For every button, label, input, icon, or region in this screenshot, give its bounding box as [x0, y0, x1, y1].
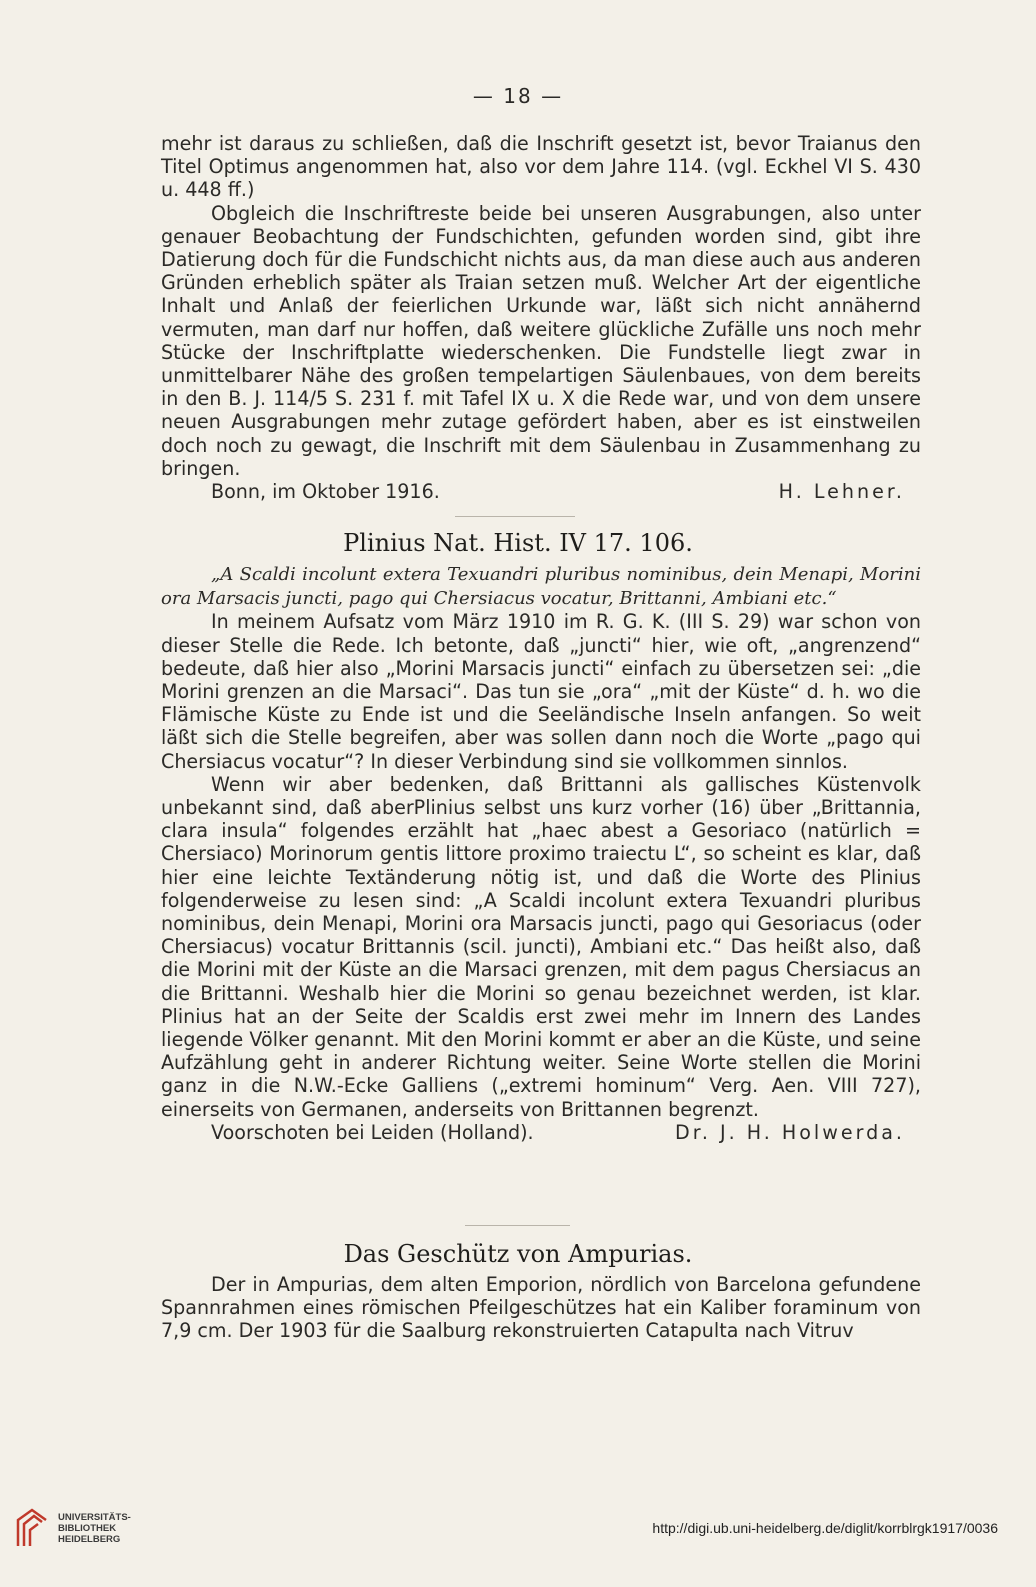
- library-line: BIBLIOTHEK: [58, 1523, 117, 1534]
- section-divider: [455, 516, 575, 517]
- section-title-plinius: Plinius Nat. Hist. IV 17. 106.: [343, 529, 693, 557]
- paragraph: mehr ist daraus zu schließen, daß die Inschrift gesetzt ist, bevor Traianus den Titel Optimus angenommen hat, also vor dem Jahre 114. (vgl. Eckhel VI S. 430 u. 448 ff.): [161, 132, 921, 202]
- section-title-ampurias: Das Geschütz von Ampurias.: [343, 1240, 693, 1268]
- author-name: Dr. J. H. Holwerda.: [675, 1120, 905, 1144]
- quote-text: „A Scaldi incolunt extera Texuandri pluribus nominibus, dein Menapi, Morini ora Marsacis juncti, pago qui Chersiacus vocatur, Brittanni, Ambiani etc.“: [161, 564, 921, 610]
- article-plinius: [161, 562, 921, 1144]
- library-logo-icon: [14, 1506, 50, 1548]
- place: Voorschoten bei Leiden (Holland).: [211, 1120, 534, 1144]
- author-name: H. Lehner.: [778, 480, 905, 504]
- article-ampurias: [161, 1273, 921, 1343]
- latin-quote: [161, 562, 921, 610]
- page-number: — 18 —: [472, 84, 564, 108]
- paragraph: Der in Ampurias, dem alten Emporion, nördlich von Barcelona gefundene Spannrahmen eines römischen Pfeilgeschützes hat ein Kaliber foraminum von 7,9 cm. Der 1903 für die Saalburg rekonstruierten Catapulta nach Vitruv: [161, 1273, 921, 1343]
- source-url-link[interactable]: http://digi.ub.uni-heidelberg.de/diglit/korrblrgk1917/0036: [652, 1520, 998, 1536]
- section-divider: [465, 1225, 570, 1226]
- footer: [0, 1504, 1036, 1554]
- place-date: Bonn, im Oktober 1916.: [211, 480, 440, 504]
- article-lehner-conclusion: [161, 132, 921, 503]
- library-line: UNIVERSITÄTS-: [58, 1512, 131, 1523]
- library-name: [58, 1512, 131, 1545]
- paragraph: In meinem Aufsatz vom März 1910 im R. G. K. (III S. 29) war schon von dieser Stelle die Rede. Ich betonte, daß „juncti“ hier, wie oft, „angrenzend“ bedeute, daß hier also „Morini Marsacis juncti“ einfach zu übersetzen sei: „die Morini grenzen an die Marsaci“. Das tun sie „ora“ „mit der Küste“ d. h. wo die Flämische Küste zu Ende ist und die Seeländische Inseln anfangen. So weit läßt sich die Stelle begreifen, aber was sollen dann noch die Worte „pago qui Chersiacus vocatur“? In dieser Verbindung sind sie vollkommen sinnlos.: [161, 610, 921, 773]
- library-line: HEIDELBERG: [58, 1534, 121, 1545]
- signature-line: [161, 480, 921, 503]
- paragraph: Obgleich die Inschriftreste beide bei unseren Ausgrabungen, also unter genauer Beobachtung der Fundschichten, gefunden worden sind, gibt ihre Datierung doch für die Fundschicht nichts aus, da man diese auch aus anderen Gründen erheblich später als Traian setzen muß. Welcher Art der eigentliche Inhalt und Anlaß der feierlichen Urkunde war, läßt sich nicht annähernd vermuten, man darf nur hoffen, daß weitere glückliche Zufälle uns noch mehr Stücke der Inschriftplatte wiederschenken. Die Fundstelle liegt zwar in unmittelbarer Nähe des großen tempelartigen Säulenbaues, von dem bereits in den B. J. 114/5 S. 231 f. mit Tafel IX u. X die Rede war, und von dem unsere neuen Ausgrabungen mehr zutage gefördert haben, aber es ist einstweilen doch noch zu gewagt, die Inschrift mit dem Säulenbau in Zusammenhang zu bringen.: [161, 201, 921, 480]
- paragraph: Wenn wir aber bedenken, daß Brittanni als gallisches Küstenvolk unbekannt sind, daß aberPlinius selbst uns kurz vorher (16) über „Brittannia, clara insula“ folgendes erzählt hat „haec abest a Gesoriaco (natürlich = Chersiaco) Morinorum gentis littore proximo traiectu L“, so scheint es klar, daß hier eine leichte Textänderung nötig ist, und daß die Worte des Plinius folgenderweise zu lesen sind: „A Scaldi incolunt extera Texuandri pluribus nominibus, dein Menapi, Morini ora Marsacis juncti, pago qui Gesoriacus (oder Chersiacus) vocatur Brittannis (scil. juncti), Ambiani etc.“ Das heißt also, daß die Morini mit der Küste an die Marsaci grenzen, mit dem pagus Chersiacus an die Brittanni. Weshalb hier die Morini so genau bezeichnet werden, ist klar. Plinius hat an der Seite der Scaldis erst zwei mehr im Innern des Landes liegende Völker genannt. Mit den Morini kommt er aber an die Küste, und seine Aufzählung geht in anderer Richtung weiter. Seine Worte stellen die Morini ganz in die N.W.-Ecke Galliens („extremi hominum“ Verg. Aen. VIII 727), einerseits von Germanen, anderseits von Brittannen begrenzt.: [161, 772, 921, 1121]
- signature-line: [161, 1121, 921, 1144]
